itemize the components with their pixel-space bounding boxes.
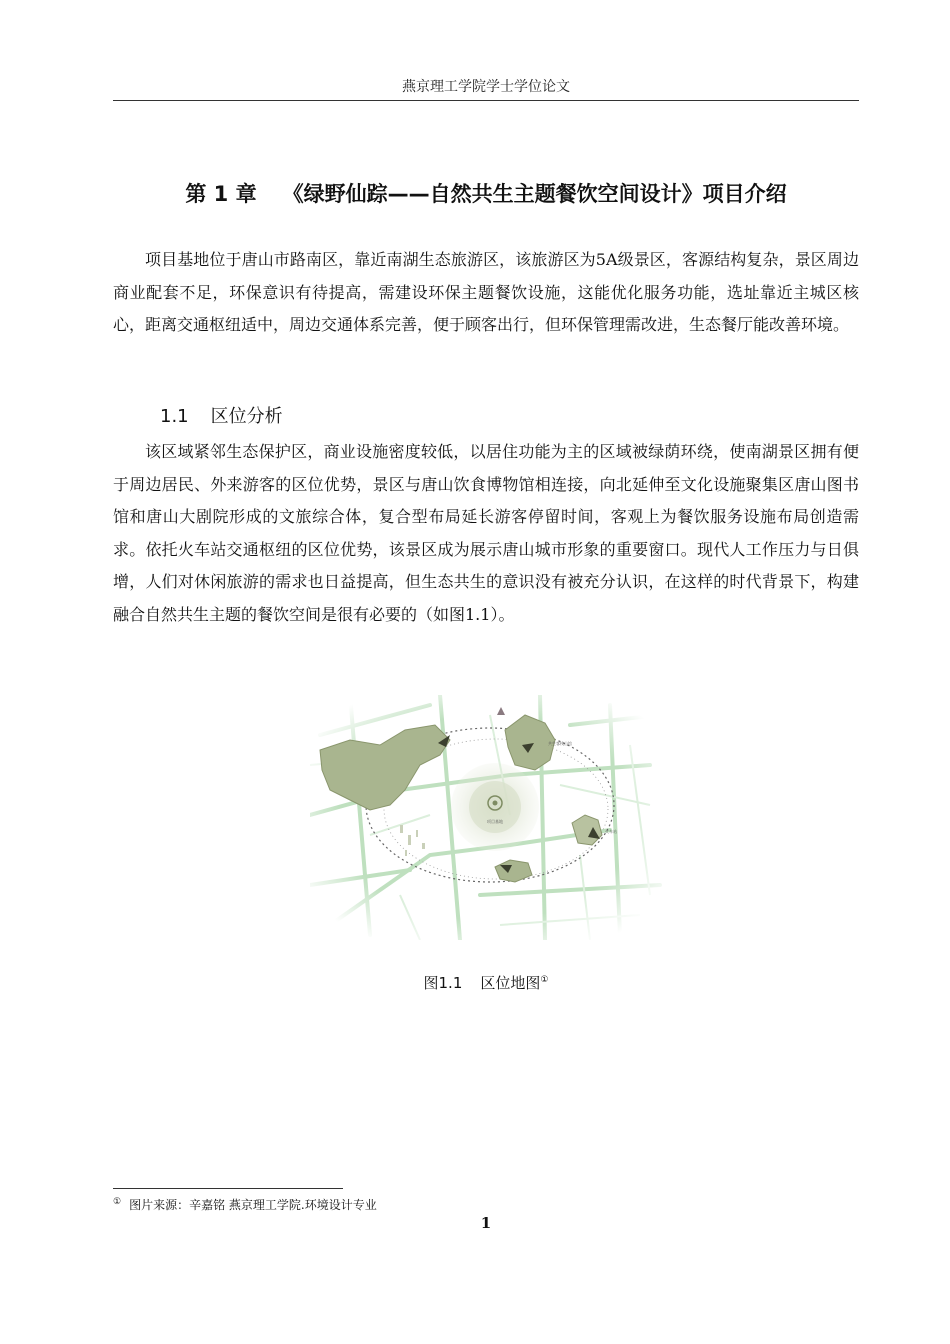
running-header: 燕京理工学院学士学位论文 [402,79,570,95]
footnote-marker: ① [113,1197,122,1207]
section-heading [160,402,283,428]
footnote-divider [113,1188,343,1189]
footnote-text: 图片来源：辛嘉铭 燕京理工学院.环境设计专业 [129,1198,377,1212]
map-label-center: 项目基地 [487,819,503,824]
chapter-name: 《绿野仙踪——自然共生主题餐饮空间设计》项目介绍 [282,182,787,206]
figure-caption-text: 区位地图 [480,974,541,992]
section-title: 区位分析 [210,406,283,427]
site-halo-inner [469,781,521,833]
chapter-title [113,178,859,208]
figure-caption [113,972,859,993]
footnote [113,1196,377,1213]
footnote-ref[interactable]: ① [540,975,549,985]
chapter-number: 第 1 章 [185,182,257,206]
location-map-figure [310,695,665,940]
site-marker-dot [493,801,498,806]
header-divider [113,100,859,101]
location-map [310,695,665,940]
figure-number: 图1.1 [423,974,463,992]
section-paragraph: 该区域紧邻生态保护区，商业设施密度较低，以居住功能为主的区域被绿荫环绕，使南湖景区拥有便于周边居民、外来游客的区位优势，景区与唐山饮食博物馆相连接，向北延伸至文化设施聚集区唐山图书馆和唐山大剧院形成的文旅综合体，复合型布局延长游客停留时间，客观上为餐饮服务设施布局创造需求。依托火车站交通枢纽的区位优势，该景区成为展示唐山城市形象的重要窗口。现代人工作压力与日俱增，人们对休闲旅游的需求也日益提高，但生态共生的意识没有被充分认识，在这样的时代背景下，构建融合自然共生主题的餐饮空间是很有必要的（如图1.1）。 [113,442,859,624]
intro-paragraph: 项目基地位于唐山市路南区，靠近南湖生态旅游区，该旅游区为5A级景区，客源结构复杂，景区周边商业配套不足，环保意识有待提高，需建设环保主题餐饮设施，这能优化服务功能，选址靠近主城区核心，距离交通枢纽适中，周边交通体系完善，便于顾客出行，但环保管理需改进，生态餐厅能改善环境。 [113,250,859,334]
page-number: 1 [480,1214,492,1232]
map-label-right: 火车站 [605,829,617,834]
map-label-top: 共生客栈山馆 [548,741,572,746]
section-number: 1.1 [160,406,189,427]
